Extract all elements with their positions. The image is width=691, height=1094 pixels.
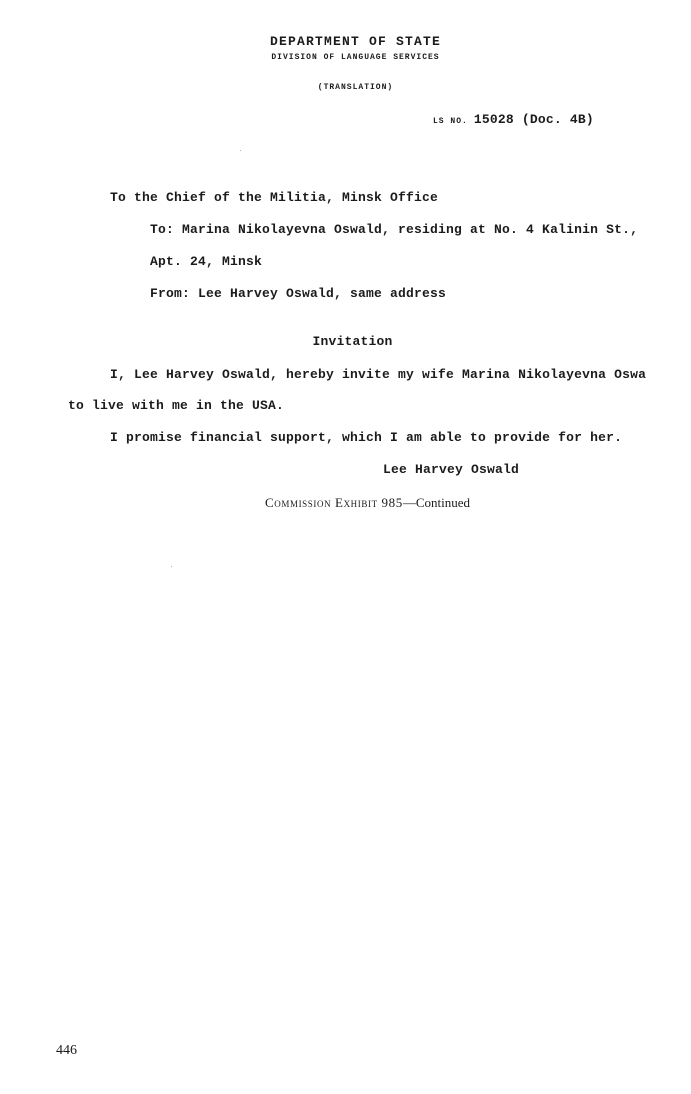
apartment-line: Apt. 24, Minsk — [150, 254, 263, 269]
page-number: 446 — [56, 1043, 77, 1058]
scan-speck — [171, 566, 172, 567]
division-subtitle: DIVISION OF LANGUAGE SERVICES — [271, 53, 440, 62]
ls-number — [433, 112, 594, 127]
body-line-2: to live with me in the USA. — [68, 398, 285, 413]
ls-prefix: LS NO. — [433, 117, 468, 126]
recipient-line: To the Chief of the Militia, Minsk Office — [110, 190, 439, 205]
exhibit-suffix: —Continued — [402, 495, 470, 510]
ls-number-value: 15028 (Doc. 4B) — [473, 112, 594, 127]
to-line: To: Marina Nikolayevna Oswald, residing at No. 4 Kalinin St., — [150, 222, 639, 237]
promise-line: I promise financial support, which I am able to provide for her. — [110, 430, 623, 445]
department-title: DEPARTMENT OF STATE — [269, 34, 442, 49]
invitation-heading: Invitation — [312, 334, 393, 349]
signature: Lee Harvey Oswald — [383, 462, 520, 477]
scan-speck — [240, 150, 241, 151]
from-line: From: Lee Harvey Oswald, same address — [150, 286, 447, 301]
exhibit-caption — [0, 495, 691, 511]
exhibit-label: Commission Exhibit 985 — [265, 495, 403, 510]
translation-label: (TRANSLATION) — [317, 83, 394, 92]
body-line-1: I, Lee Harvey Oswald, hereby invite my wife Marina Nikolayevna Oswa — [110, 367, 647, 382]
